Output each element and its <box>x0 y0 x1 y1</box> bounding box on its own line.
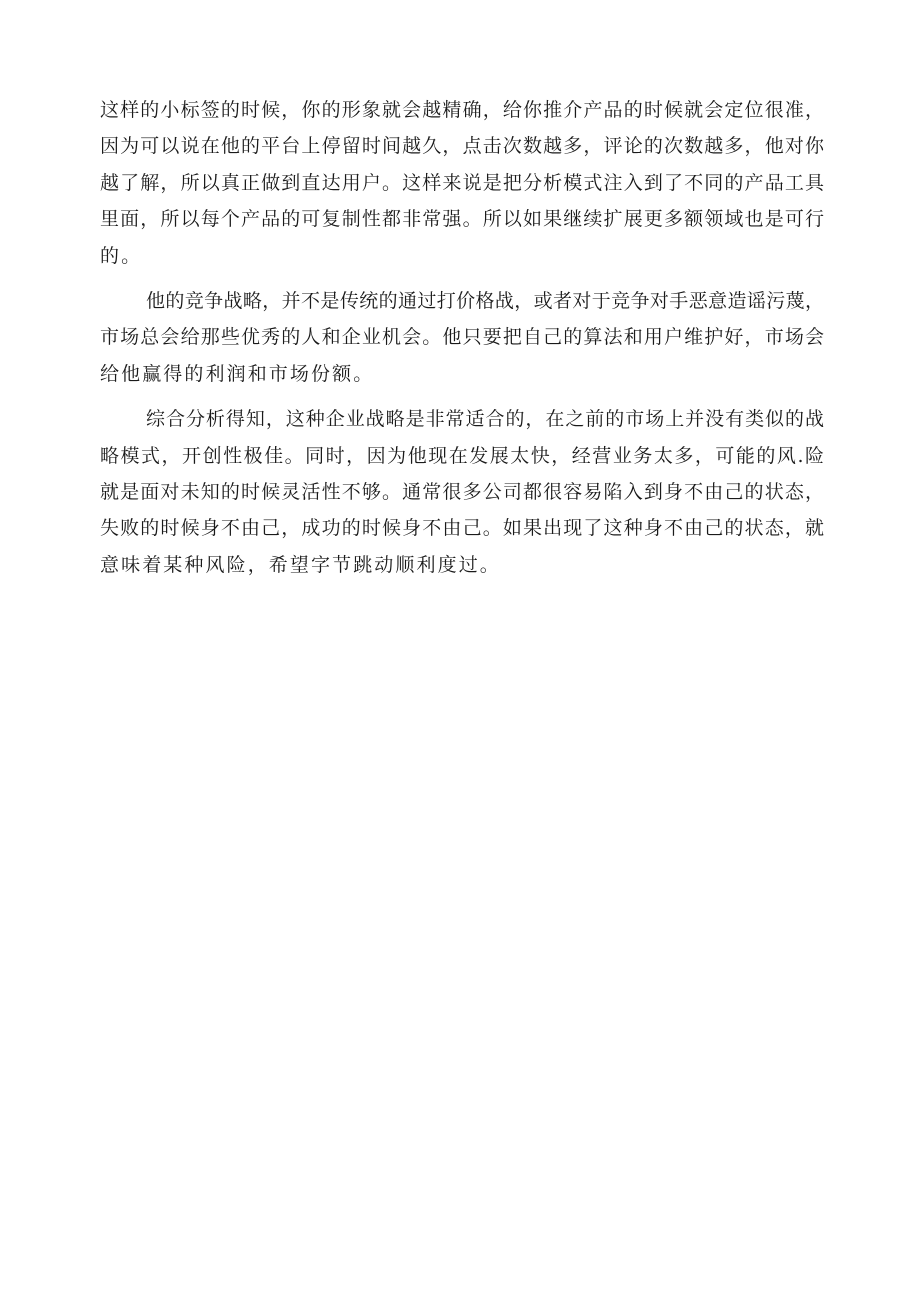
paragraph-1 <box>100 92 824 274</box>
paragraph-line: 越了解，所以真正做到直达用户。这样来说是把分析模式注入到了不同的产品工具 <box>100 171 824 194</box>
paragraph-line: 给他赢得的利润和市场份额。 <box>100 362 375 385</box>
paragraph-2 <box>100 283 824 392</box>
paragraph-line: 失败的时候身不由己，成功的时候身不由己。如果出现了这种身不由己的状态，就 <box>100 517 824 540</box>
paragraph-line: 这样的小标签的时候，你的形象就会越精确，给你推介产品的时候就会定位很准， <box>100 99 824 121</box>
paragraph-gap <box>100 392 824 401</box>
document-body <box>100 92 824 583</box>
paragraph-line: 里面，所以每个产品的可复制性都非常强。所以如果继续扩展更多额领域也是可行 <box>100 208 824 231</box>
paragraph-line: 意味着某种风险，希望字节跳动顺利度过。 <box>100 553 501 576</box>
paragraph-line: 市场总会给那些优秀的人和企业机会。他只要把自己的算法和用户维护好，市场会 <box>100 326 824 349</box>
paragraph-line: 略模式，开创性极佳。同时，因为他现在发展太快，经营业务太多，可能的风.险 <box>100 444 824 467</box>
paragraph-line: 综合分析得知，这种企业战略是非常适合的，在之前的市场上并没有类似的战 <box>146 408 824 431</box>
paragraph-line: 因为可以说在他的平台上停留时间越久，点击次数越多，评论的次数越多，他对你 <box>100 135 824 158</box>
paragraph-line: 就是面对未知的时候灵活性不够。通常很多公司都很容易陷入到身不由己的状态， <box>100 480 824 503</box>
paragraph-line: 的。 <box>100 244 143 267</box>
paragraph-3 <box>100 401 824 583</box>
paragraph-line: 他的竞争战略，并不是传统的通过打价格战，或者对于竞争对手恶意造谣污蔑， <box>146 289 824 312</box>
paragraph-gap <box>100 274 824 283</box>
